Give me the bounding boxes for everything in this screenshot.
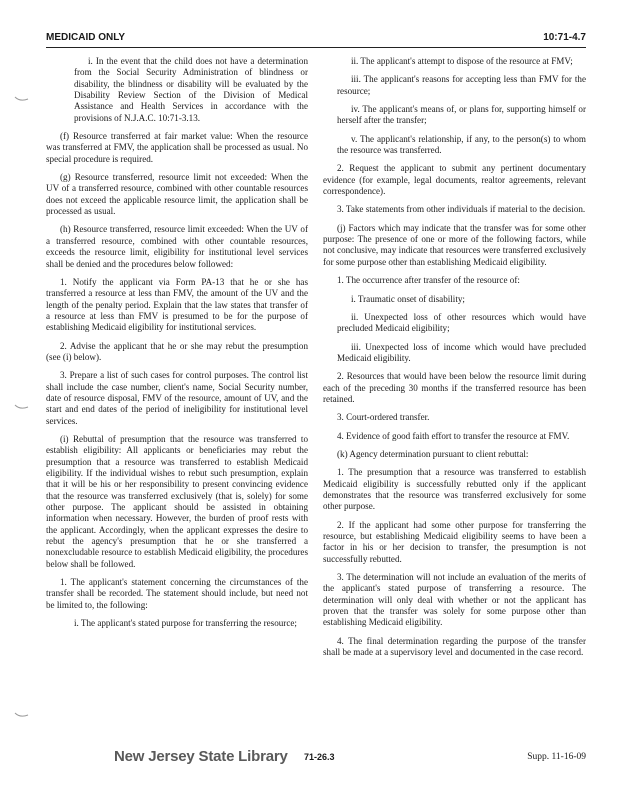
page-header bbox=[46, 32, 586, 48]
header-rule bbox=[46, 47, 586, 48]
paragraph: 2. If the applicant had some other purpose for transferring the resource, but establishing Medicaid eligibility seems to have been a factor in his or her decision to transfer, the presumption is not successfully rebutted. bbox=[323, 519, 586, 564]
left-column bbox=[46, 56, 308, 636]
page-number: 71-26.3 bbox=[304, 752, 335, 762]
paragraph: 4. The final determination regarding the purpose of the transfer shall be made at a supervisory level and documented in the case record. bbox=[323, 635, 586, 658]
paragraph: 1. Notify the applicant via Form PA-13 that he or she has transferred a resource at less than FMV, the amount of the UV and the length of the penalty period. Explain that the law states that transfer of a resource at less than FMV is presumed to be for the purpose of establishing Medicaid eligibility for institutional services. bbox=[46, 276, 308, 333]
paragraph: 3. The determination will not include an evaluation of the merits of the applicant's stated purpose of transferring a resource. The determination will only deal with whether or not the applicant has proven that the transfer was solely for some purpose other than establishing Medicaid eligibility. bbox=[323, 572, 586, 628]
paragraph: 1. The occurrence after transfer of the resource of: bbox=[337, 275, 520, 286]
paragraph: i. The applicant's stated purpose for transferring the resource; bbox=[74, 618, 297, 629]
page-footer bbox=[46, 748, 586, 768]
paragraph: i. Traumatic onset of disability; bbox=[351, 293, 465, 304]
paragraph: 3. Court-ordered transfer. bbox=[337, 412, 430, 423]
paragraph: (h) Resource transferred, resource limit exceeded: When the UV of a transferred resource, combined with other countable resources, exceeds the resource limit, eligibility for institutional level services shall be denied and the procedures below followed: bbox=[46, 224, 308, 269]
paragraph: i. In the event that the child does not have a determination from the Social Security Administration of blindness or disability, the blindness or disability will be evaluated by the Disability Review Section of the Division of Medical Assistance and Health Services in accordance with the provisions of N.J.A.C. 10:71-3.13. bbox=[74, 56, 308, 123]
paragraph: ii. Unexpected loss of other resources which would have precluded Medicaid eligibility; bbox=[337, 311, 586, 334]
library-watermark: New Jersey State Library bbox=[114, 748, 288, 765]
paragraph: 3. Prepare a list of such cases for control purposes. The control list shall include the case number, client's name, Social Security number, date of resource disposal, FMV of the resource, amount of UV, and the start and end dates of the period of ineligibility for institutional level services. bbox=[46, 370, 308, 426]
right-column bbox=[323, 56, 586, 665]
paragraph: ii. The applicant's attempt to dispose of the resource at FMV; bbox=[351, 56, 573, 66]
paragraph: iii. The applicant's reasons for accepting less than FMV for the resource; bbox=[337, 74, 586, 96]
margin-mark-icon bbox=[14, 402, 30, 412]
paragraph: 2. Request the applicant to submit any pertinent documentary evidence (for example, legal documents, realtor agreements, relevant correspondence). bbox=[323, 163, 586, 197]
header-citation: 10:71-4.7 bbox=[543, 32, 586, 43]
supplement-date: Supp. 11-16-09 bbox=[527, 752, 586, 762]
paragraph: (g) Resource transferred, resource limit not exceeded: When the UV of a transferred resource, combined with other countable resources does not exceed the applicable resource limit, the application shall be processed as usual. bbox=[46, 172, 308, 217]
paragraph: (k) Agency determination pursuant to client rebuttal: bbox=[337, 448, 529, 459]
margin-mark-icon bbox=[14, 94, 30, 104]
paragraph: (i) Rebuttal of presumption that the resource was transferred to establish eligibility: All applicants or beneficiaries may rebut the presumption that a resource was transferred to establish Medicaid eligibility. If the individual wishes to rebut such presumption, explain that it will be his or her responsibility to present convincing evidence that the resource was transferred exclusively (that is, solely) for some other purpose. The applicant should be assisted in obtaining information when necessary. However, the burden of proof rests with the applicant. Accordingly, when the applicant expresses the desire to rebut the agency's presumption that he or she transferred a nonexcludable resource to establish Medicaid eligibility, the procedures below shall be followed. bbox=[46, 433, 308, 569]
header-section-title: MEDICAID ONLY bbox=[46, 32, 126, 43]
paragraph: (f) Resource transferred at fair market value: When the resource was transferred at FMV, the application shall be processed as usual. No special procedure is required. bbox=[46, 131, 308, 164]
margin-mark-icon bbox=[14, 710, 30, 720]
paragraph: 2. Resources that would have been below the resource limit during each of the preceding 30 months if the transferred resource has been retained. bbox=[323, 371, 586, 404]
paragraph: iv. The applicant's means of, or plans for, supporting himself or herself after the transfer; bbox=[337, 104, 586, 126]
paragraph: 1. The applicant's statement concerning the circumstances of the transfer shall be recorded. The statement should include, but need not be limited to, the following: bbox=[46, 577, 308, 610]
paragraph: iii. Unexpected loss of income which would have precluded Medicaid eligibility. bbox=[337, 341, 586, 363]
paragraph: 3. Take statements from other individuals if material to the decision. bbox=[337, 204, 586, 215]
paragraph: 2. Advise the applicant that he or she may rebut the presumption (see (i) below). bbox=[46, 340, 308, 362]
paragraph: 4. Evidence of good faith effort to transfer the resource at FMV. bbox=[337, 430, 570, 441]
paragraph: 1. The presumption that a resource was transferred to establish Medicaid eligibility is successfully rebutted only if the applicant demonstrates that the resource was transferred exclusively for some other purpose. bbox=[323, 467, 586, 512]
paragraph: v. The applicant's relationship, if any, to the person(s) to whom the resource was transferred. bbox=[337, 133, 586, 156]
paragraph: (j) Factors which may indicate that the transfer was for some other purpose: The presence of one or more of the following factors, while not conclusive, may indicate that resources were transferred exclusively for some purpose other than establishing Medicaid eligibility. bbox=[323, 222, 586, 267]
